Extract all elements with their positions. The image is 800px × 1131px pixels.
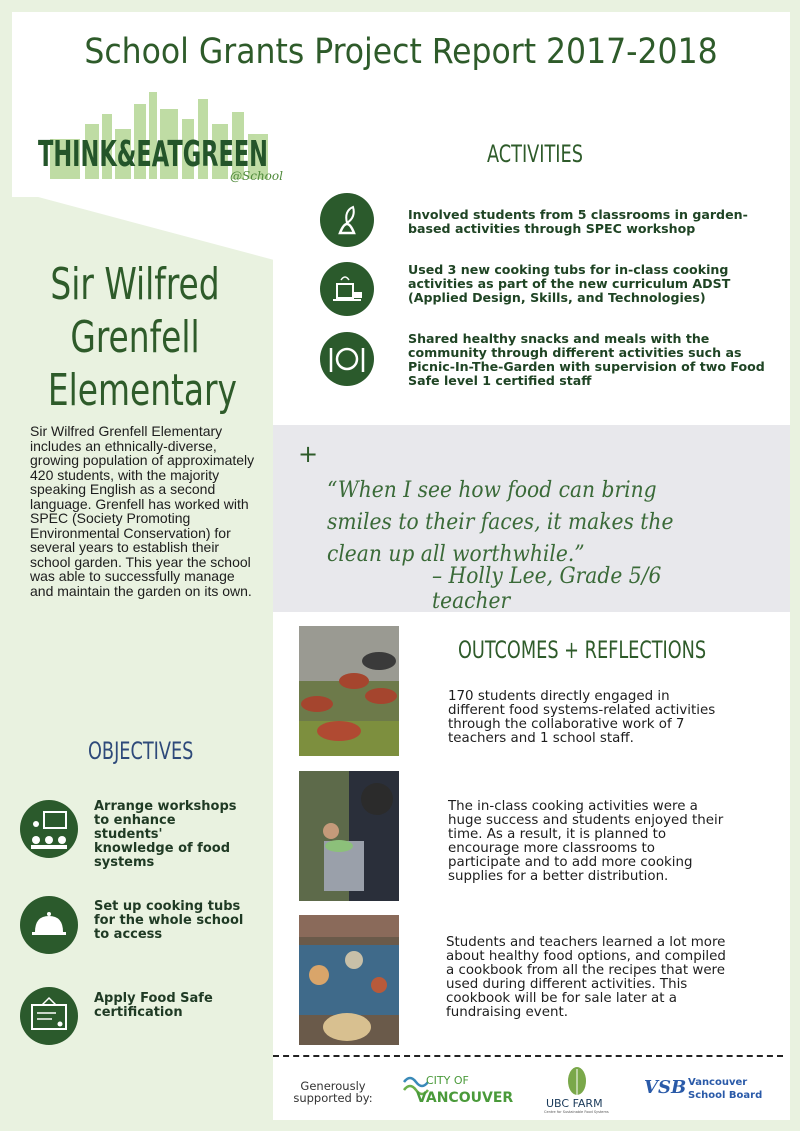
ubc-farm-name: UBC FARM <box>546 1097 603 1110</box>
diagonal-divider <box>12 190 274 260</box>
city-logo-bottom: VANCOUVER <box>416 1090 514 1106</box>
quote-author: – Holly Lee, Grade 5/6 teacher <box>432 564 662 614</box>
outcome-text: 170 students directly engaged in different food systems-related activities through the collaborative work of 7 teachers and 1 school staff. <box>448 689 716 746</box>
objective-text: Arrange workshops to enhance students' knowledge of food systems <box>94 799 237 870</box>
activity-text: Involved students from 5 classrooms in garden-based activities through SPEC workshop <box>408 207 748 236</box>
vsb-logo <box>644 1075 764 1109</box>
logo-subtitle: @School <box>230 169 283 183</box>
plate-cutlery-icon <box>320 332 374 386</box>
think-eat-green-logo <box>30 84 305 184</box>
school-description: Sir Wilfred Grenfell Elementary includes an ethnically-diverse, growing population of approximately 420 students, with the majority speaking English as a second language. Grenfell has worked with SPEC (Society Promoting Environmental Conservation) for several years to establish their school garden. This year the school was able to successfully manage and maintain the garden on its own. <box>30 423 255 599</box>
vsb-mark: VSB <box>644 1077 687 1098</box>
sponsor-divider <box>273 1055 783 1057</box>
cooking-class-photo <box>299 771 399 901</box>
vsb-line1: Vancouver <box>688 1077 748 1088</box>
objectives-heading: OBJECTIVES <box>88 737 194 765</box>
seedling-icon <box>320 193 374 247</box>
outcome-text: The in-class cooking activities were a huge success and students enjoyed their time. As a result, it is planned to encourage more classrooms to participate and to add more cooking supplies for a better distribution. <box>448 799 724 884</box>
city-logo-top: CITY OF <box>426 1074 469 1087</box>
outcomes-heading: OUTCOMES + REFLECTIONS <box>458 636 707 664</box>
presentation-icon <box>20 800 78 858</box>
activities-heading: ACTIVITIES <box>487 140 583 168</box>
activity-text: Used 3 new cooking tubs for in-class cooking activities as part of the new curriculum ADST (Applied Design, Skills, and Technologies) <box>408 262 731 305</box>
city-of-vancouver-logo <box>400 1068 518 1112</box>
garden-pots-photo <box>299 626 399 756</box>
logo-wordmark: THINK&EATGREEN <box>38 134 268 175</box>
school-name: Sir Wilfred Grenfell Elementary <box>47 259 237 416</box>
cooking-pot-icon <box>320 262 374 316</box>
food-table-photo <box>299 915 399 1045</box>
cloche-icon <box>20 896 78 954</box>
ubc-farm-sub: Centre for Sustainable Food Systems <box>544 1110 609 1114</box>
activity-text: Shared healthy snacks and meals with the community through different activities such as Picnic-In-The-Garden with supervision of two Food Safe level 1 certified staff <box>408 331 765 388</box>
report-title: School Grants Project Report 2017-2018 <box>84 32 718 72</box>
outcome-text: Students and teachers learned a lot more about healthy food options, and compiled a cookbook from all the recipes that were used during different activities. This cookbook will be for sale later at a fundraising event. <box>446 935 726 1020</box>
objective-text: Apply Food Safe certification <box>94 991 213 1020</box>
objective-text: Set up cooking tubs for the whole school to access <box>94 899 244 942</box>
plus-icon: + <box>298 440 319 468</box>
teacher-quote: “When I see how food can bring smiles to their faces, it makes the clean up all worthwhile.” <box>327 478 674 567</box>
certificate-icon <box>20 987 78 1045</box>
ubc-farm-logo <box>544 1065 614 1115</box>
vsb-line2: School Board <box>688 1090 763 1101</box>
sponsor-label: Generously supported by: <box>293 1079 373 1105</box>
